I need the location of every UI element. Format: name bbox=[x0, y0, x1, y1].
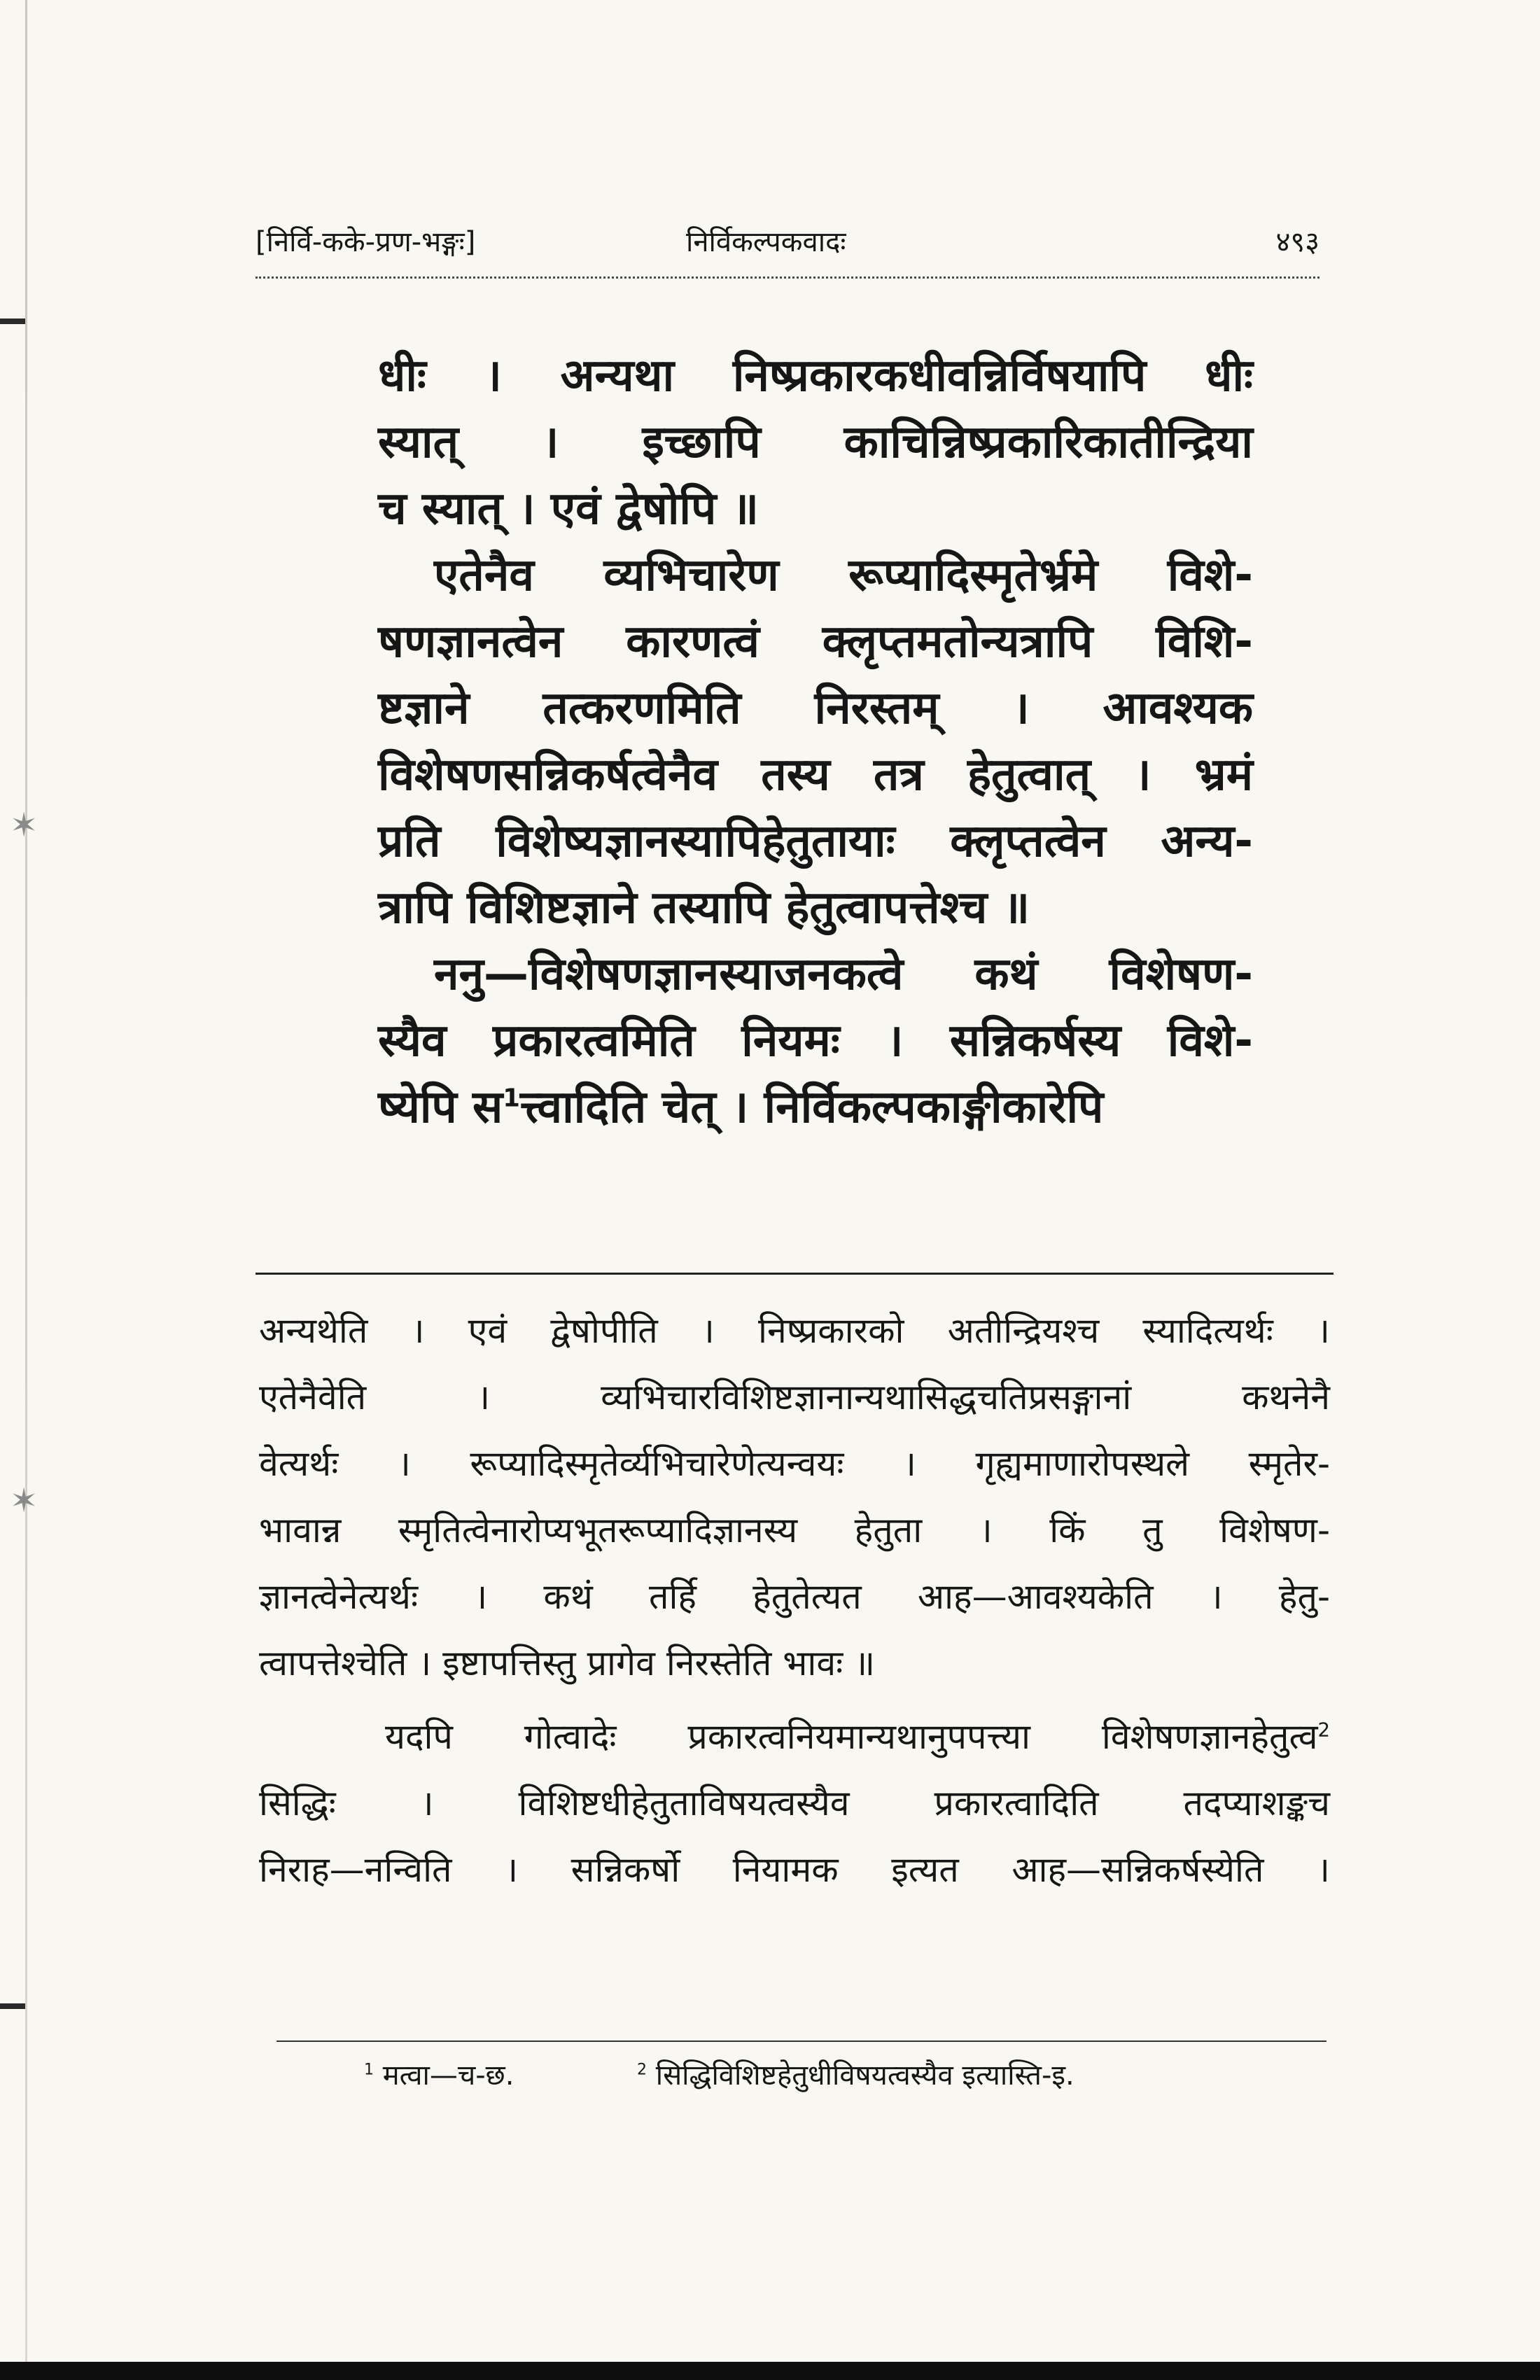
commentary-line: एतेनैवेति । व्यभिचारविशिष्टज्ञानान्यथासिद्धचतिप्रसङ्गानां कथनेनै bbox=[259, 1377, 1330, 1418]
margin-tick bbox=[0, 2003, 25, 2009]
margin-tick bbox=[0, 318, 25, 324]
footnote-marker: 2 bbox=[1317, 1718, 1330, 1742]
commentary-line: त्वापत्तेश्चेति । इष्टापत्तिस्तु प्रागेव निरस्तेति भावः ॥ bbox=[259, 1643, 876, 1684]
main-line: च स्यात् । एवं द्वेषोपि ॥ bbox=[378, 483, 759, 535]
footnote-number: 1 bbox=[364, 2061, 374, 2079]
running-header bbox=[255, 221, 1320, 263]
main-line: ननु—विशेषणज्ञानस्याजनकत्वे कथं विशेषण- bbox=[434, 948, 1253, 1000]
main-line: त्रापि विशिष्टज्ञाने तस्यापि हेतुत्वापत्तेश्च ॥ bbox=[378, 882, 1030, 934]
commentary-line: वेत्यर्थः । रूप्यादिस्मृतेर्व्यभिचारेणेत्यन्वयः । गृह्यमाणारोपस्थले स्मृतेर- bbox=[259, 1443, 1330, 1484]
commentary-line: सिद्धिः । विशिष्टधीहेतुताविषयत्वस्यैव प्रकारत्वादिति तदप्याशङ्कच bbox=[259, 1783, 1330, 1823]
main-line: स्यैव प्रकारत्वमिति नियमः । सन्निकर्षस्य विशे- bbox=[378, 1015, 1253, 1067]
header-section-label: [निर्वि-कके-प्रण-भङ्गः] bbox=[255, 226, 476, 258]
footnote-rule bbox=[276, 2040, 1326, 2042]
commentary-line-part: यदपि गोत्वादेः प्रकारत्वनियमान्यथानुपपत्त्या विशेषणज्ञानहेतुत्व bbox=[385, 1716, 1318, 1757]
page-number: ४९३ bbox=[1275, 226, 1320, 258]
commentary-line bbox=[385, 1712, 1330, 1768]
margin-star-icon: ✶ bbox=[10, 806, 38, 845]
footnote-number: 2 bbox=[637, 2061, 647, 2079]
main-line: एतेनैव व्यभिचारेण रूप्यादिस्मृतेर्भ्रमे विशे- bbox=[434, 550, 1253, 601]
footnote-marker: 1 bbox=[503, 1084, 520, 1113]
page-fold-line bbox=[25, 0, 27, 2380]
header-title: निर्विकल्पकवादः bbox=[686, 226, 846, 258]
commentary-line: भावान्न स्मृतित्वेनारोप्यभूतरूप्यादिज्ञानस्य हेतुता । किं तु विशेषण- bbox=[259, 1510, 1330, 1550]
margin-star-icon: ✶ bbox=[10, 1481, 38, 1520]
footnote-text: मत्वा—च-छ. bbox=[382, 2059, 514, 2092]
main-line: ष्टज्ञाने तत्करणमिति निरस्तम् । आवश्यक bbox=[378, 682, 1253, 734]
commentary-line: निराह—नन्विति । सन्निकर्षो नियामक इत्यत आह—सन्निकर्षस्येति । bbox=[259, 1849, 1330, 1890]
footnote-2 bbox=[637, 2054, 1074, 2093]
main-line: प्रति विशेष्यज्ञानस्यापिहेतुतायाः क्लृप्तत्वेन अन्य- bbox=[378, 816, 1253, 867]
commentary-line: अन्यथेति । एवं द्वेषोपीति । निष्प्रकारको अतीन्द्रियश्च स्यादित्यर्थः । bbox=[259, 1310, 1330, 1351]
main-line-part: त्त्वादिति चेत् । निर्विकल्पकाङ्गीकारेपि bbox=[519, 1082, 1104, 1133]
header-rule bbox=[255, 276, 1320, 286]
main-line: धीः । अन्यथा निष्प्रकारकधीवन्निर्विषयापि धीः bbox=[378, 350, 1253, 402]
main-line-part: ष्येपि स bbox=[378, 1082, 503, 1133]
main-line: स्यात् । इच्छापि काचिन्निष्प्रकारिकातीन्द्रिया bbox=[378, 416, 1253, 468]
main-line bbox=[378, 1074, 1253, 1138]
footnote-text: सिद्धिविशिष्टहेतुधीविषयत्वस्यैव इत्यास्ति-इ. bbox=[655, 2059, 1074, 2092]
scan-edge bbox=[0, 2362, 1540, 2380]
commentary-line: ज्ञानत्वेनेत्यर्थः । कथं तर्हि हेतुतेत्यत आह—आवश्यकेति । हेतु- bbox=[259, 1576, 1330, 1617]
commentary-rule bbox=[255, 1273, 1334, 1275]
main-line: षणज्ञानत्वेन कारणत्वं क्लृप्तमतोन्यत्रापि विशि- bbox=[378, 616, 1253, 668]
main-line: विशेषणसन्निकर्षत्वेनैव तस्य तत्र हेतुत्वात् । भ्रमं bbox=[378, 749, 1253, 801]
footnote-1 bbox=[364, 2054, 514, 2093]
